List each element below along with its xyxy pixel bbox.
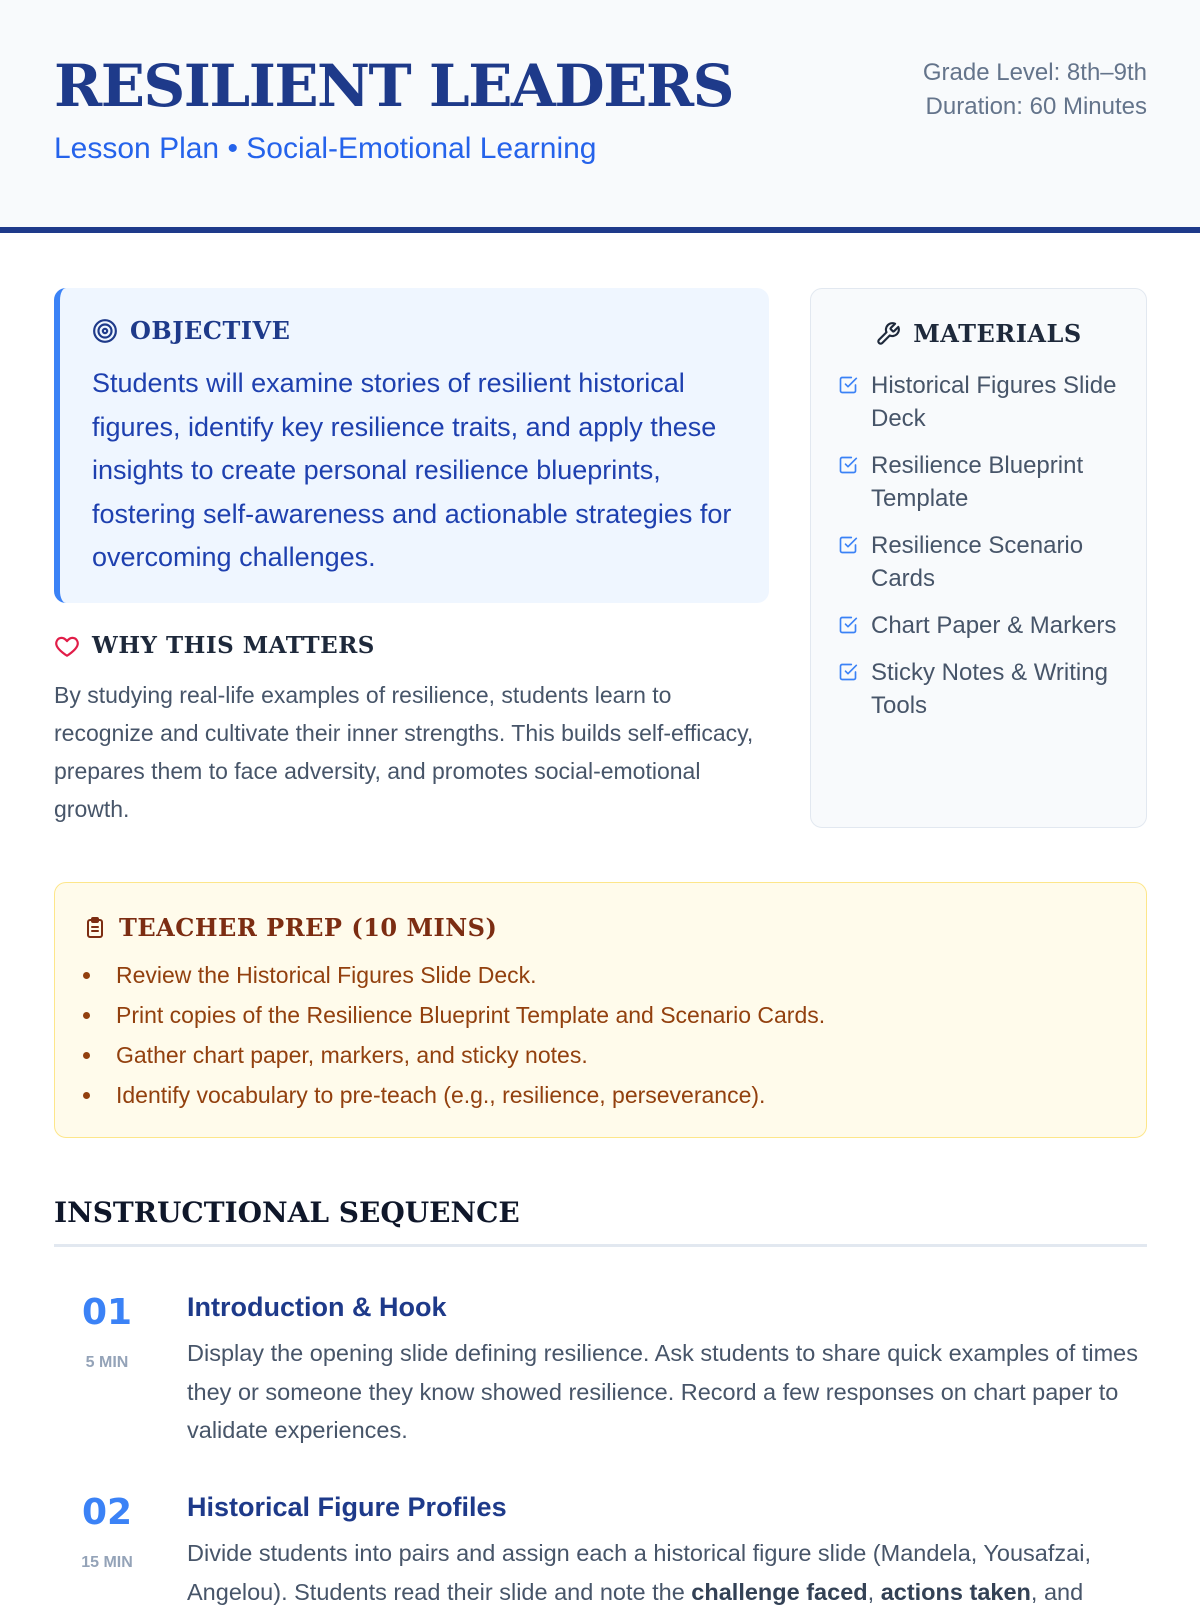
objective-card: [54, 288, 769, 603]
step-text: [187, 1534, 1147, 1611]
sequence-divider: [54, 1244, 1147, 1247]
material-label: Resilience Scenario Cards: [871, 532, 1084, 592]
step-number: 02: [81, 1492, 133, 1533]
prep-item: [83, 1075, 825, 1115]
page-header: [0, 0, 1200, 233]
prep-item: [83, 955, 825, 995]
duration: Duration: 60 Minutes: [925, 93, 1147, 120]
step-duration: 15 MIN: [81, 1554, 133, 1571]
bullet: [83, 1052, 90, 1059]
material-label: Historical Figures Slide Deck: [871, 372, 1117, 432]
page-title: RESILIENT LEADERS: [54, 52, 733, 120]
objective-header: [92, 316, 290, 345]
material-label: Sticky Notes & Writing Tools: [871, 659, 1108, 719]
checkbox-icon: [837, 615, 859, 635]
materials-heading: MATERIALS: [913, 319, 1082, 348]
heart-icon: [54, 633, 80, 659]
step-duration: 5 MIN: [85, 1354, 129, 1371]
page-subtitle: Lesson Plan • Social-Emotional Learning: [54, 132, 597, 165]
step-text-part: , and: [1030, 1578, 1084, 1605]
clipboard-icon: [83, 916, 107, 940]
checkbox-icon: [837, 375, 859, 395]
why-heading: WHY THIS MATTERS: [92, 632, 375, 659]
sequence-step: [54, 1492, 1147, 1605]
prep-item-text: Identify vocabulary to pre-teach (e.g., resilience, perseverance).: [116, 1081, 766, 1108]
checkbox-icon: [837, 662, 859, 682]
material-label: Resilience Blueprint Template: [871, 452, 1084, 512]
objective-heading: OBJECTIVE: [130, 316, 291, 345]
materials-card: [810, 288, 1147, 828]
step-number: 01: [81, 1292, 133, 1333]
teacher-prep-card: [54, 882, 1147, 1138]
step-text-bold: actions taken: [880, 1578, 1031, 1605]
why-text: By studying real-life examples of resilience, students learn to recognize and cultivate their inner strengths. This builds self-efficacy, prepares them to face adversity, and promotes social-emotional growth.: [54, 682, 754, 822]
step-title: Historical Figure Profiles: [187, 1492, 507, 1522]
prep-item-text: Print copies of the Resilience Blueprint Template and Scenario Cards.: [116, 1001, 826, 1028]
checkbox-icon: [837, 535, 859, 555]
wrench-icon: [875, 321, 901, 347]
step-text: Display the opening slide defining resilience. Ask students to share quick examples of times they or someone they know showed resilience. Record a few responses on chart paper to validate experiences.: [187, 1340, 1138, 1443]
step-text-part: ,: [867, 1578, 881, 1605]
bullet: [83, 972, 90, 979]
teacher-prep-heading: TEACHER PREP (10 MINS): [119, 913, 498, 942]
sequence-heading: INSTRUCTIONAL SEQUENCE: [54, 1196, 520, 1229]
bullet: [83, 1092, 90, 1099]
material-item: [837, 369, 1137, 435]
step-text-part: Divide students into pairs and assign each a historical figure slide (Mandela, Yousafzai, Angelou). Students read their slide and note the: [187, 1540, 1091, 1605]
teacher-prep-list: [83, 955, 825, 1115]
material-item: [837, 656, 1137, 722]
prep-item: [83, 1035, 825, 1075]
checkbox-icon: [837, 455, 859, 475]
prep-item-text: Review the Historical Figures Slide Deck.: [116, 961, 537, 988]
step-title: Introduction & Hook: [187, 1292, 447, 1322]
step-text-bold: challenge faced: [691, 1578, 868, 1605]
materials-header: [811, 319, 1146, 348]
materials-list: [837, 369, 1137, 736]
prep-item-text: Gather chart paper, markers, and sticky notes.: [116, 1041, 588, 1068]
material-item: [837, 449, 1137, 515]
material-item: [837, 609, 1137, 642]
objective-text: Students will examine stories of resilient historical figures, identify key resilience traits, and apply these insights to create personal resilience blueprints, fostering self-awareness and actionable strategies for overcoming challenges.: [92, 368, 732, 572]
target-icon: [92, 318, 118, 344]
grade-level: Grade Level: 8th–9th: [922, 59, 1147, 86]
material-item: [837, 529, 1137, 595]
bullet: [83, 1012, 90, 1019]
sequence-step: [54, 1292, 1147, 1452]
lesson-meta: [923, 56, 1147, 124]
teacher-prep-header: [83, 913, 497, 942]
material-label: Chart Paper & Markers: [871, 612, 1117, 639]
why-header: [54, 632, 375, 659]
prep-item: [83, 995, 825, 1035]
